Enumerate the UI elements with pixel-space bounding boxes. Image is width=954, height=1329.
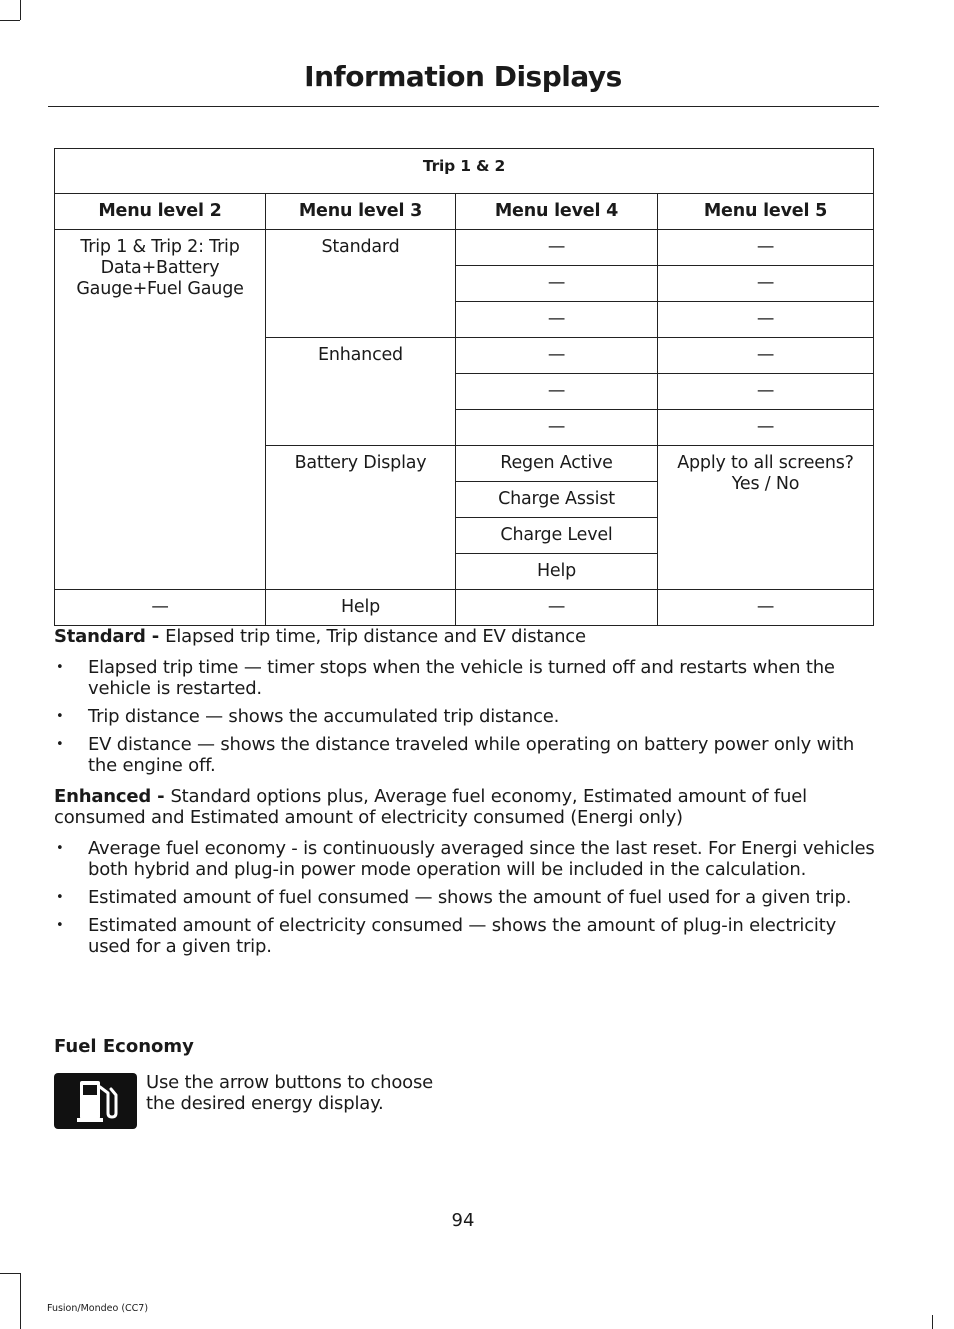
apply-all-cell: Apply to all screens? Yes / No <box>658 446 874 590</box>
footer-text: Fusion/Mondeo (CC7) <box>47 1303 149 1314</box>
body-text <box>54 626 876 967</box>
page-number: 94 <box>451 1210 475 1231</box>
table-cell: — <box>658 374 874 410</box>
trip-menu-table <box>54 148 874 626</box>
standard-bullet-list <box>54 657 876 776</box>
help-cell: Help <box>266 590 456 626</box>
standard-label: Standard - <box>54 626 166 647</box>
enhanced-cell: Enhanced <box>266 338 456 446</box>
crop-mark <box>20 0 21 20</box>
table-cell: — <box>55 590 266 626</box>
table-cell: Charge Level <box>456 518 658 554</box>
table-cell: — <box>658 302 874 338</box>
fuel-pump-icon <box>54 1073 137 1129</box>
column-header: Menu level 3 <box>266 194 456 230</box>
enhanced-description: Standard options plus, Average fuel economy, Estimated amount of fuel consumed and Estimated amount of electricity consumed (Energi only) <box>54 786 807 828</box>
fuel-economy-heading: Fuel Economy <box>54 1036 194 1057</box>
list-item: • Estimated amount of fuel consumed — shows the amount of fuel used for a given trip. <box>54 887 876 908</box>
crop-mark <box>932 1315 933 1329</box>
table-cell: — <box>456 302 658 338</box>
table-caption: Trip 1 & 2 <box>55 149 874 194</box>
table-cell: — <box>456 230 658 266</box>
table-cell: — <box>456 410 658 446</box>
enhanced-paragraph <box>54 786 876 828</box>
table-cell: Regen Active <box>456 446 658 482</box>
crop-mark <box>0 20 20 21</box>
standard-paragraph <box>54 626 876 647</box>
table-cell: Charge Assist <box>456 482 658 518</box>
enhanced-bullet-list <box>54 838 876 957</box>
column-header: Menu level 4 <box>456 194 658 230</box>
standard-cell: Standard <box>266 230 456 338</box>
column-header: Menu level 5 <box>658 194 874 230</box>
list-item: • Average fuel economy - is continuously averaged since the last reset. For Energi vehicles both hybrid and plug-in power mode operation will be included in the calculation. <box>54 838 876 880</box>
page-title: Information Displays <box>304 60 622 93</box>
battery-display-cell: Battery Display <box>266 446 456 590</box>
table-cell: — <box>658 338 874 374</box>
list-item: • Estimated amount of electricity consumed — shows the amount of plug-in electricity used for a given trip. <box>54 915 876 957</box>
column-header: Menu level 2 <box>55 194 266 230</box>
table-cell: — <box>456 266 658 302</box>
table-cell: — <box>658 410 874 446</box>
table-cell: — <box>456 590 658 626</box>
table-cell: — <box>456 374 658 410</box>
crop-mark <box>0 1273 20 1274</box>
table-cell: Help <box>456 554 658 590</box>
trip-item-cell: Trip 1 & Trip 2: Trip Data+Battery Gauge+Fuel Gauge <box>55 230 266 590</box>
fuel-economy-text: Use the arrow buttons to choose the desired energy display. <box>146 1072 434 1114</box>
table-cell: — <box>456 338 658 374</box>
table-cell: — <box>658 230 874 266</box>
enhanced-label: Enhanced - <box>54 786 171 807</box>
table-cell: — <box>658 590 874 626</box>
title-divider <box>48 106 879 107</box>
table-cell: — <box>658 266 874 302</box>
list-item: • Elapsed trip time — timer stops when the vehicle is turned off and restarts when the vehicle is restarted. <box>54 657 876 699</box>
list-item: • Trip distance — shows the accumulated trip distance. <box>54 706 876 727</box>
crop-mark <box>20 1273 21 1329</box>
standard-description: Elapsed trip time, Trip distance and EV distance <box>165 626 586 647</box>
list-item: • EV distance — shows the distance traveled while operating on battery power only with the engine off. <box>54 734 876 776</box>
